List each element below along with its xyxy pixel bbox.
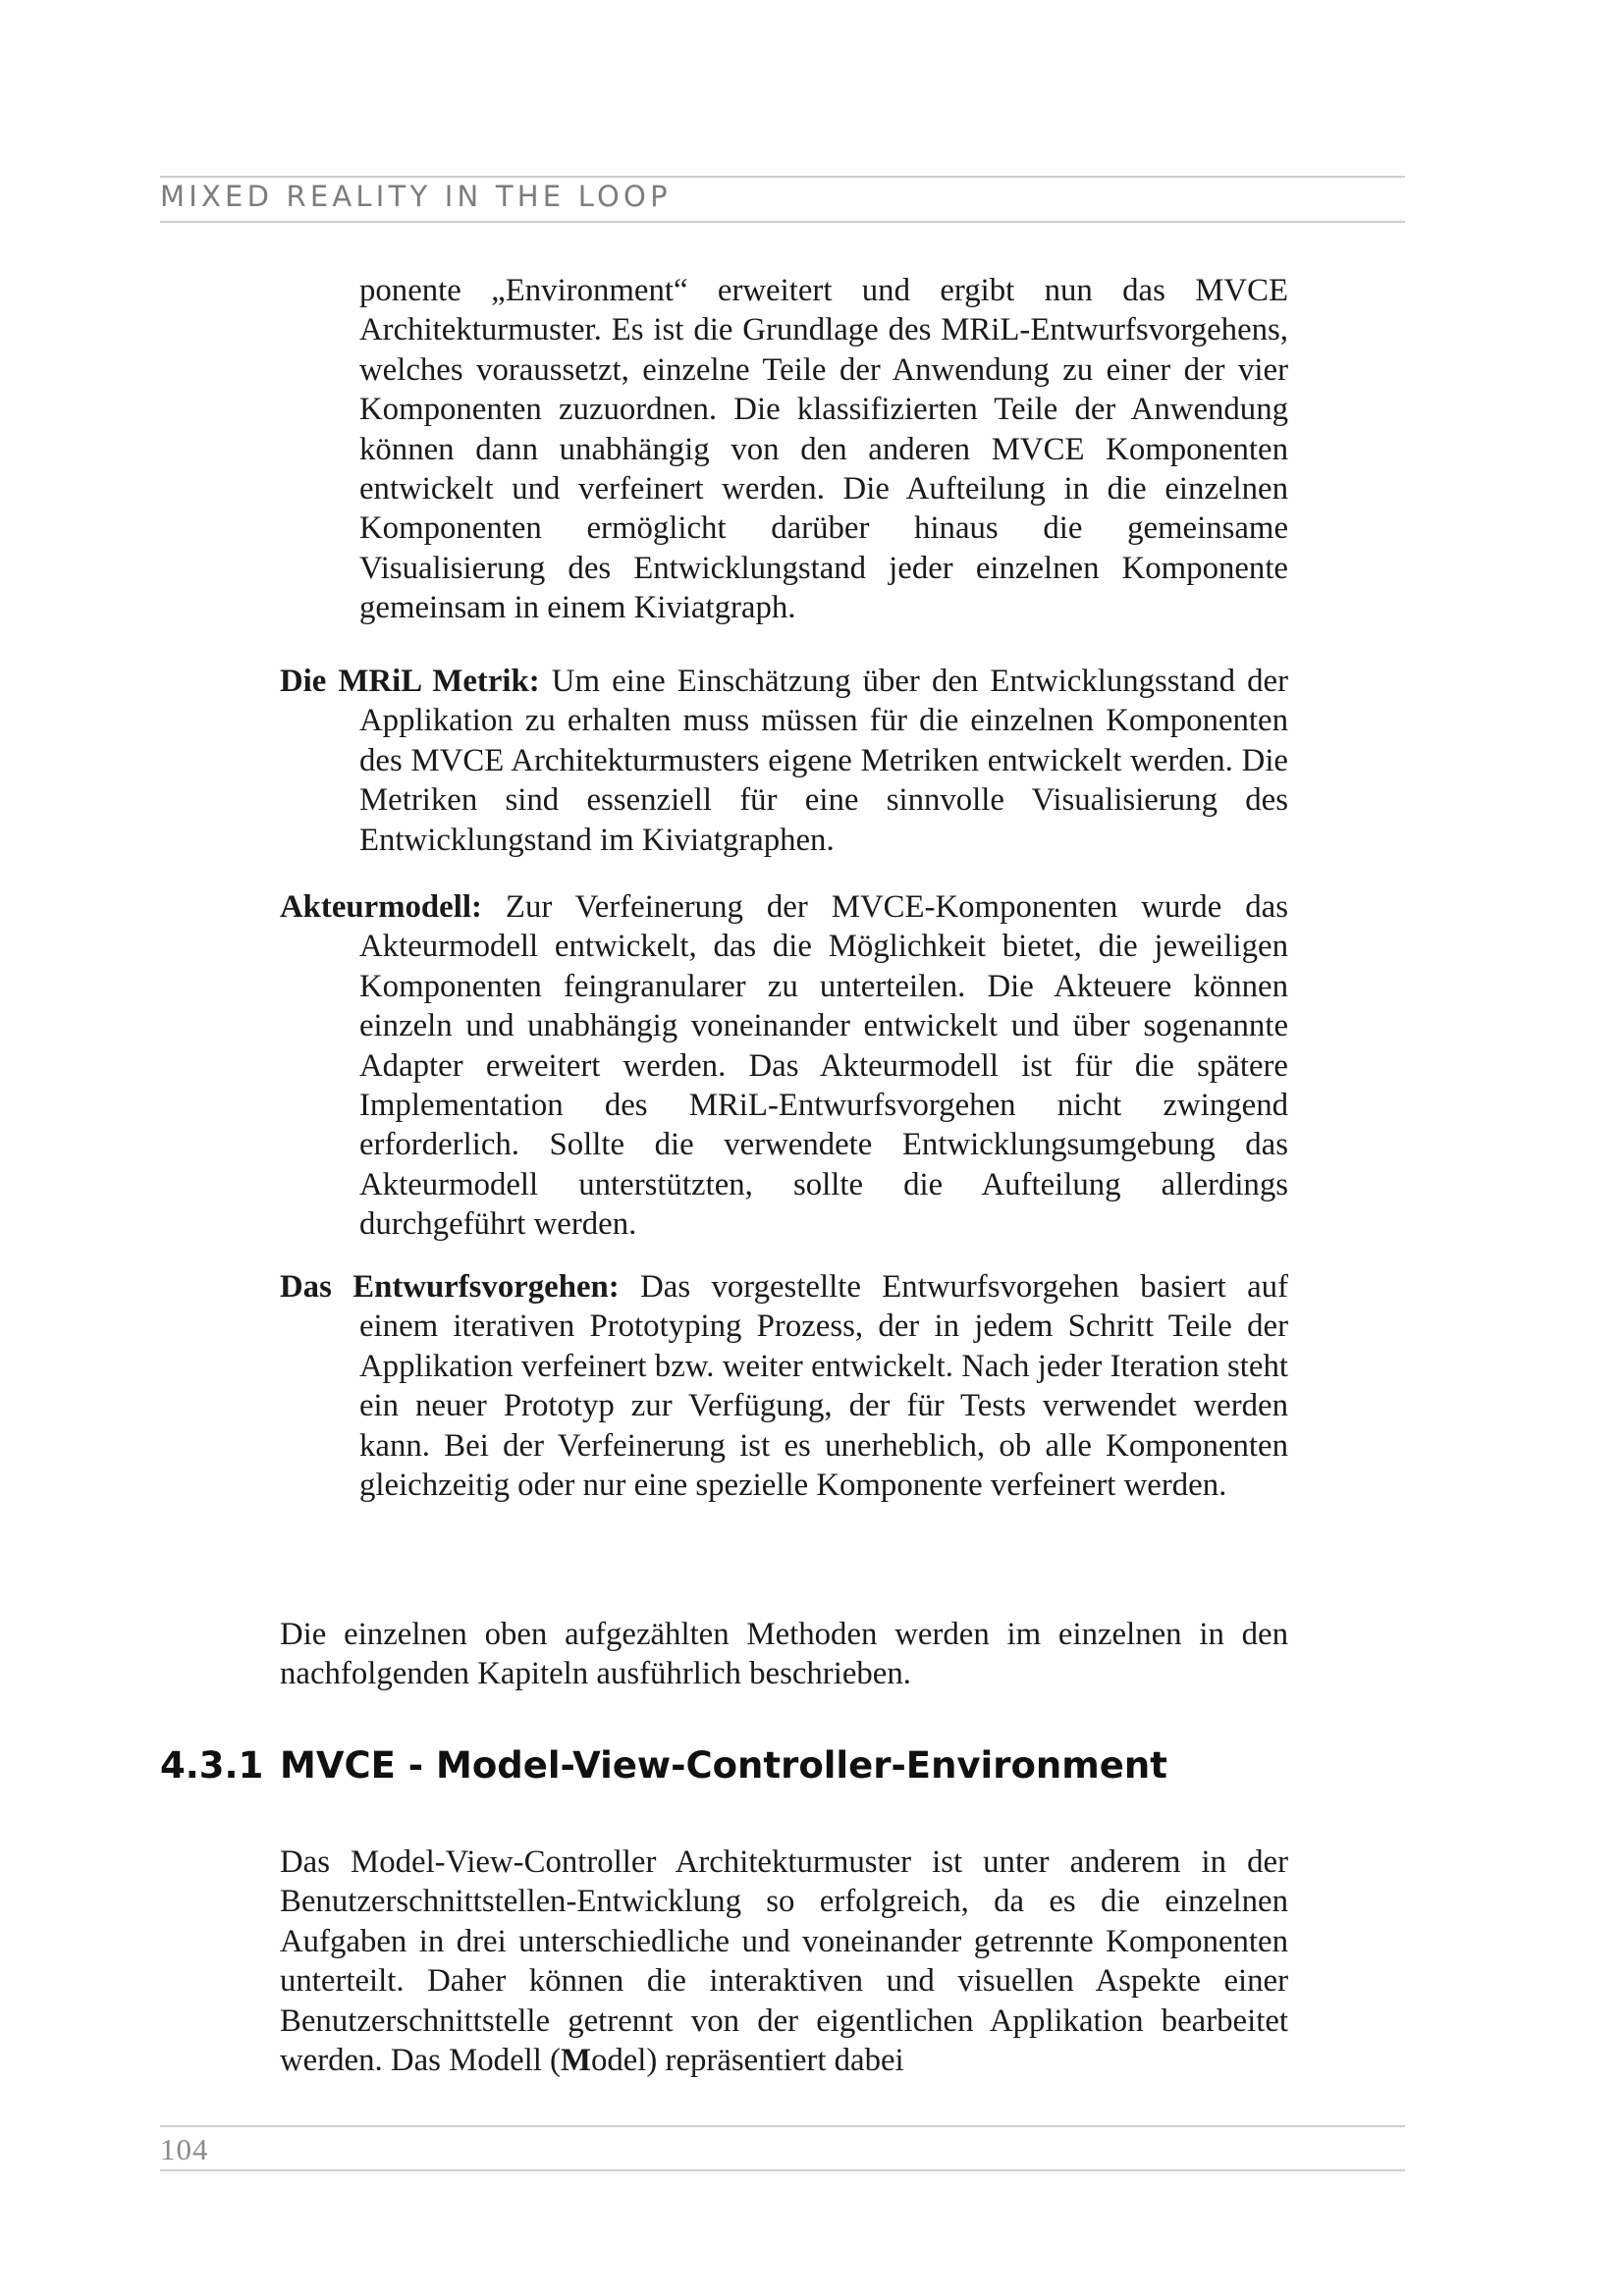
running-title: MIXED REALITY IN THE LOOP [160,180,672,213]
page-number: 104 [160,2132,209,2166]
footer-rule-top [160,2125,1405,2127]
description-text: Um eine Einschätzung über den Entwicklungsstand der Applikation zu erhalten muss müssen für die einzelnen Komponenten des MVCE Architekturmusters eigene Metriken entwickelt werden. Die Metriken sind essenziell für eine sinnvolle Visualisierung des Entwicklungstand im Kiviatgraphen. [359,664,1288,858]
description-term: Die MRiL Metrik: [280,664,540,699]
section-heading [160,1744,1167,1787]
description-term: Das Entwurfsvorgehen: [280,1269,620,1305]
mvc-emphasis-letter: M [560,2043,591,2079]
summary-paragraph: Die einzelnen oben aufgezählten Methoden werden im einzelnen in den nachfolgenden Kapiteln ausführlich beschrieben. [280,1617,1288,1692]
section-number: 4.3.1 [160,1744,264,1787]
footer-rule-bottom [160,2169,1405,2171]
description-item-akteurmodell [280,887,1288,1245]
description-term: Akteurmodell: [280,889,482,925]
description-item-entwurfsvorgehen [280,1267,1288,1505]
description-text: Zur Verfeinerung der MVCE-Komponenten wurde das Akteurmodell entwickelt, das die Möglichkeit bietet, die jeweiligen Komponenten feingranularer zu unterteilen. Die Akteuere können einzeln und unabhängig voneinander entwickelt und über sogenannte Adapter erweitert werden. Das Akteurmodell ist für die spätere Implementation des MRiL-Entwurfsvorgehen nicht zwingend erforderlich. Sollte die verwendete Entwicklungsumgebung das Akteurmodell unterstützten, sollte die Aufteilung allerdings durchgeführt werden. [359,889,1288,1243]
intro-continuation-paragraph: ponente „Environment“ erweitert und ergibt nun das MVCE Architekturmuster. Es ist die Grundlage des MRiL-Entwurfsvorgehens, welches voraussetzt, einzelne Teile der Anwendung zu einer der vier Komponenten zuzuordnen. Die klassifizierten Teile der Anwendung können dann unabhängig von den anderen MVCE Komponenten entwickelt und verfeinert werden. Die Aufteilung in die einzelnen Komponenten ermöglicht darüber hinaus die gemeinsame Visualisierung des Entwicklungstand jeder einzelnen Komponente gemeinsam in einem Kiviatgraph. [359,273,1288,626]
description-item-metrik [280,662,1288,860]
mvc-paragraph-text: Das Model-View-Controller Architekturmuster ist unter anderem in der Benutzerschnittstellen-Entwicklung so erfolgreich, da es die einzelnen Aufgaben in drei unterschiedliche und voneinander getrennte Komponenten unterteilt. Daher können die interaktiven und visuellen Aspekte einer Benutzerschnittstelle getrennt von der eigentlichen Applikation bearbeitet werden. Das Modell ( [280,1844,1288,2079]
section-title: MVCE - Model-View-Controller-Environment [280,1744,1167,1787]
header-rule-top [160,176,1405,178]
mvc-paragraph [280,1842,1288,2080]
description-text: Das vorgestellte Entwurfsvorgehen basiert auf einem iterativen Prototyping Prozess, der in jedem Schritt Teile der Applikation verfeinert bzw. weiter entwickelt. Nach jeder Iteration steht ein neuer Prototyp zur Verfügung, der für Tests verwendet werden kann. Bei der Verfeinerung ist es unerheblich, ob alle Komponenten gleichzeitig oder nur eine spezielle Komponente verfeinert werden. [359,1269,1288,1504]
header-rule-bottom [160,221,1405,223]
mvc-paragraph-text-end: odel) repräsentiert dabei [590,2043,904,2079]
